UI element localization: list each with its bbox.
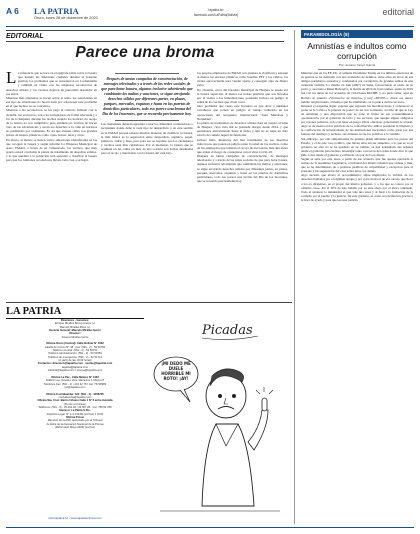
editorial-paragraph: En Oruro, al menos se tienen varios situaciones identificadas en las que recogen la basura y según informe La Empresa Municipal de Aseo, EMAO, a través de un comunicado, los vecinos, que muy pronto estará concluida la planta de tratamiento de desechos sólidos, y lo que quedará a la población será aprender a clasificar la basura para que los camiones recolectores lleven cada cosa a su lugar. — [6, 137, 97, 163]
publication-name: LA PATRIA — [34, 6, 79, 16]
masthead-line: (Reformado Mayo 2003) (La Paz) — [54, 426, 96, 429]
masthead-line: Oficina Oruro (Central): Calle Bolívar N° 1632 — [46, 342, 104, 346]
editorial-paragraph: Las ciudadanas deberán aprender a usar los diferentes contenedores o recipientes donde debe ir cada tipo de desperdicio y en este sentido es la EMAO porque existen muchas maneras de clasificar la basura, la más básica es la separación entre desperdicio orgánico, papel, plásticos, vidrio y latas, pero para eso se requiere que los ciudadanos y vecinos sean más cuidadosos. Por el momento, la basura que se acumula en las calles en más de una ocasión son bolsas destinadas para el recojo y mezcladas con la basura del cual hay... — [101, 122, 193, 156]
masthead-line: (Frente al Coliseo) — [63, 402, 87, 406]
opinion-body — [301, 71, 413, 202]
masthead-line: cochabamba@lapatria.com — [58, 395, 92, 399]
masthead-line: de Ética de la Asociación Nacional de la Prensa — [46, 422, 104, 426]
editorial-paragraph: No obstante, cerca del botadero municipal de Huajara se puede ver la basura esparcida, al menos las bolsas plásticas que son llevadas por el viento a las inmediaciones, poniendo incluso en peligro la salud de los vecinos que viven cerca. — [197, 87, 288, 105]
masthead-line: Edificio Los Claveles Lbra. Mezanine 1 Oficina 8 — [46, 379, 104, 383]
cartoon-speech: ¡MI DEDO ME DUELE HORRIBLE MI ROTO! ¡AY! — [161, 361, 191, 381]
editorial-paragraph: La planta de tratamiento de desechos sólidos dará un respiro al tema de Huajara, cuya vida útil se pretende alargar desde 2014, y que permanece interviniendo hasta la fecha y aún no se tiene un dato exacto de cuándo dejará de funcionar. — [197, 120, 288, 138]
masthead-line: Oficina Sta. Cruz: Barrio Urbano Calle 1 N° 6 entre Avenida — [37, 399, 113, 403]
footer-rule — [6, 527, 414, 528]
opinion-title: Amnistías e indultos como corrupción — [307, 41, 407, 61]
masthead-line: Director: — [69, 332, 81, 336]
masthead-line: Teléfono Central: (591 - 2) - 52 50761 — [52, 349, 98, 353]
pull-quote-rule — [115, 120, 179, 121]
masthead-line: Impreso: La Patria S.R.L. — [59, 409, 91, 413]
editorial-label: EDITORIAL — [6, 32, 44, 40]
section-name: editorial — [382, 7, 414, 17]
publication-date: Oruro, lunes 28 de diciembre de 2020 — [34, 16, 98, 20]
opinion-rule — [318, 69, 396, 70]
editorial-paragraph: los propios empleados de EMAO son quienes la clasifican y separan al menos los envases plásticos como botellas PET y los vidrios, los cuales aprovecharán para vender aparte y conseguir algo de dinero extra. — [197, 71, 288, 88]
editorial-paragraph: Después de tantas campañas de concienciación, de mensajes televisados y a través de las redes sociales de que para botar basura, algunos inclusive advirtiendo que cambiarán las multas y sanciones, se sigue arrojando desechos sólidos por diferentes partes, en plazas, parques, mercados, esquinas y hasta en las puertas de domicilios particulares, todo eso parece una broma del Día de los Inocentes, que se recuerda precisamente hoy. — [197, 154, 288, 184]
social-link[interactable]: facebook.com/LaPatria(Bolivia) — [193, 13, 239, 17]
editorial-title: Parece una broma — [75, 44, 215, 61]
page-number: A 6 — [6, 6, 19, 16]
masthead-line: Casilla de Correo N° 48 - Fax: (591 - 2) - 52 50782 — [44, 345, 106, 349]
masthead-line: Enrique Miralles Bove(+)(aires (+) — [54, 322, 96, 326]
masthead-line: lapatria@lapatria.com — [61, 365, 89, 369]
masthead-line: Marcelo Miralles Bove (+) — [59, 325, 91, 329]
pull-quote-rule — [115, 73, 179, 74]
editorial-paragraph: La inferencia que se hace en el epígrafe habla sobre la basura que inundó las diferentes ciudades durante la presente gestión, los problemas que se presentaron en Cochabamba y también en Oruro con las empresas recolectoras de desechos sólidos y los vecinos dejaron un panorama desolador en ese sitios. — [6, 68, 97, 96]
masthead-line: Teléfono de emergencia: (591 - 2) - 52 51714 — [48, 355, 102, 359]
editorial-column-2 — [101, 71, 193, 155]
masthead-line: editorial@lapatria.com / prensa@lapatria.com — [47, 369, 103, 373]
masthead-line: lpz@lapatria.com — [64, 385, 86, 389]
header-rule — [6, 26, 414, 27]
cartoon-signature: Picadas — [202, 323, 253, 338]
editorial-cartoon — [150, 306, 290, 524]
dropcap: L — [6, 68, 17, 87]
editorial-paragraph: Mientras más amenazas se hacen sobre el tema, las autoridades en ese tipo de situaciones no hacen nada por solucionar este problema en el que incluso no se concentra. — [6, 95, 97, 109]
masthead-line: Oficina La Paz - Calle México N° 1433 — [51, 375, 99, 379]
masthead-line: Oficina Potosí — [65, 415, 85, 419]
masthead-line: Teléfonos: (591 - 3) - 35 464 66 / 36 567 28 - Cel. 788 52 788 — [38, 405, 112, 409]
editorial-paragraph: Incluso hubo denuncias del mal tratamiento de los desechos infecciosos que ponen en peligro tanto la salud de los vecinos, como de los empleados que realizan el recojo de esa basura, más aún ahora que existe el riesgo de contagiarse con el virus Covid-19. — [197, 137, 288, 154]
opinion-paragraph: Algo sucedió que abonó el procedimiento: sigue implicados la víctima de los derechos humanos por el régimen ataque y por estos motivos de «la cárcel» que llevó a los ex dirigentes, en el propio del mismo gobierno, y a los que se conoce por el «mismo caso». En el 30% de este indulto por su ante abajo por el ahora ordenado. Todo al alcanzar la inmunidad al que vale una tarea y al final a la formación de la condena por el pueblo y la justicia, fin este gobierno es como reconciliación gracias a la hora de ayuda y para que sea una justicia. — [301, 173, 413, 202]
masthead — [6, 306, 144, 524]
masthead-line: Teléfonos Fax: (591 - 2) - 231 32 78 / Cel. 76728983 — [43, 382, 107, 386]
editorial-bottom-rule — [6, 302, 292, 303]
editorial-paragraph: Otro problema que causa este botadero es que atrae a animales carroñeros que ponen en peligro el trabajo realizado en las operaciones del aeropuerto internacional "Juan Mendoza y Nernuldes". — [197, 104, 288, 121]
masthead-line: Ximena Miralles Iporre — [61, 335, 89, 339]
masthead-details — [6, 319, 144, 429]
column-divider — [294, 30, 295, 524]
opinion-author: Por: Antonio Yasyrr Garcia — [338, 63, 376, 67]
masthead-line: Teléfono Administración: (591 - 2) - 52 50783 — [48, 352, 102, 356]
editorial-paragraph: Mientras a las recolectoras se les paga el contrato firmado con la alcaldía, los vecinos no ven a los trabajadores de forma adecuada y a los de la limpieza durante las noches cuando los horarios de recojo de la basura no son cumplidos; pero también los vecinos no hacen caso de las advertencias y sacan los desechos a la calle en horarios no permitidos por ordenanza. Es así que existen calles con grandes bolsas de basura, plásticos como cajas, bolsas, latas y otros. — [6, 108, 97, 138]
masthead-line: Miembro de la ANP, autorizado por el Tribunal — [47, 419, 103, 423]
masthead-websites[interactable]: www.lapatria.bo - www.lapatriaenlinea.com — [48, 516, 102, 520]
masthead-logo: LA PATRIA — [6, 306, 144, 319]
opinion-paragraph: Según se sabe por esta tarea, a partir de ese acuerdo, que fue apenas aprobada la nomas de la Asamblea Legislativa, el tribunal del mismo tribunal que ordena y más, que se ha determinado de a posturas jurídicas de culpabilidad y excepción para el presente y las sugerencias del caso sobre ellos, los demás. — [301, 156, 413, 174]
opinion-paragraph: Sin embargo, por ello simpatizantes de quienes piden amnistías para los presos del Estado, y el de este caso político, que llevan años sin ser absueltos, a lo que se ve el gobierno no sólo no se ha quedado en su camino, se han acumulado sus órdenes desde el gobierno para incluso investigar tanto a terceros del orden donde dice lo que pide, todos desde el gobierno y el Estado a la par de la ex-líneas. — [301, 136, 413, 157]
editorial-column-3 — [197, 71, 288, 183]
masthead-line: Oficina Cochabamba: Telf. (591 - 4) - 4458735 — [46, 392, 104, 396]
masthead-line: Directores - Gerentes: — [60, 319, 90, 322]
opinion-paragraph: Mientras que en los EE.UU. el saliente Presidente Trump en los últimos estertores de su gestión se ha dedicado con una avalancha de indultos, entre ellos en favor de sus amigos partidarios acusados y condenados por corrupción, de grandes sumos de una avanzada víctima. Lo mismo en Irak (2007) en Italia, favoreciendo el padre de su yerno y, asociado a Rusel Bobowicz, la matriz de 2019 de José Gómez, quien en 2019 fue con los datos de los acusados de violaciones DD.HH. y, no pudo fallar, aquí en Bolivia se anuncia «Vicerrector de Justicia» y Ley «DD.EE.», dicen «se nuevo indulto tergiversando, al tiempo que ha amnistiado, se lo pide a ciertos sectores. — [301, 71, 413, 104]
editorial-label-bar — [6, 30, 284, 42]
masthead-line: Depósito Legal: N° 4-3-219-80 (La Paz) 1 (100) — [46, 412, 104, 416]
opinion-column-label: PARAMIDOLOGÍA (8) — [301, 30, 413, 38]
pull-quote: Después de tantas campañas de concienciación, de mensajes televisados y a través de las redes sociales de que para botar basura, algunos inclusive advirtiendo que cambiarán las multas y sanciones, se sigue arrojando desechos sólidos por diferentes partes, en plazas, parques, mercados, esquinas y hasta en las puertas de domicilios particulares, todo eso parece una broma del Día de los Inocentes, que se recuerda precisamente hoy. — [101, 76, 193, 116]
editorial-column-1 — [6, 68, 97, 163]
website-link[interactable]: lapatria.bo — [208, 8, 224, 12]
masthead-line: Gerente General: Marcelo Miralles Iporre — [49, 329, 101, 333]
page-header — [6, 6, 414, 24]
masthead-line: Contactos: direccion@lapatria.com - ventas@lapatria.com — [37, 362, 113, 366]
opinion-paragraph: Después el esquema sigue: esperan que regresen las movilizaciones y ordenaron; el poder se le volvía a la jefatura de poder; de las dos vertientes, al tema de que la Ley de amnistías y una disposición que se pone al frente de sus consentimientos «pertenecerá» por el gobierno de facto y los sectores, que aunque siguen obligados por razones políticas, todo con tener en juego. Otras «fuerzas» gobernantes le acusan. Algo se da cuenta en las prácticas de la conformación; ambos ponderan la limpieza y la confiscación de inversionistas de las instituciones nacionales como parte por sus fuerzas del desmayo y rechazo, sus órdenes, no de los políticos a lo vendido. — [301, 103, 413, 137]
cartoon-drawing — [150, 306, 290, 524]
masthead-line: (A partir de las 20:00 horas) — [58, 359, 92, 363]
